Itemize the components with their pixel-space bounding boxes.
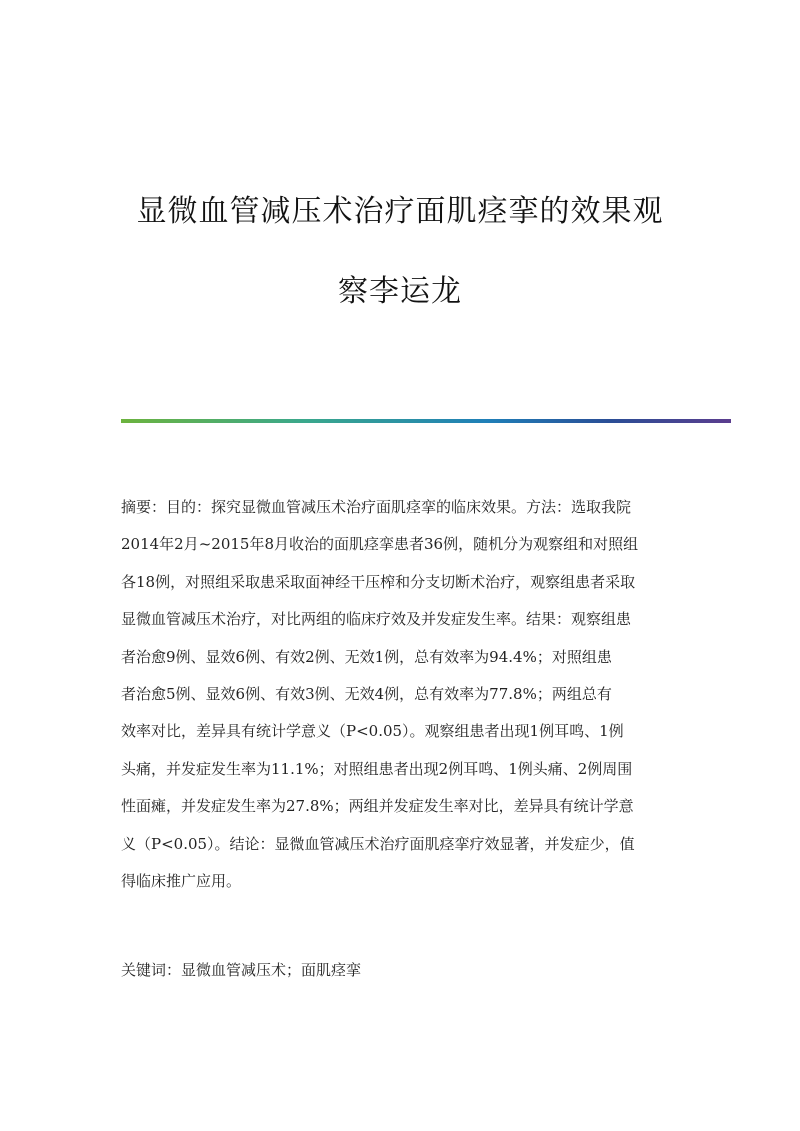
abstract-line: 得临床推广应用。 — [121, 871, 242, 890]
abstract-line: 2014年2月~2015年8月收治的面肌痉挛患者36例，随机分为观察组和对照组 — [121, 535, 639, 554]
abstract-line: 者治愈9例、显效6例、有效2例、无效1例，总有效率为94.4%；对照组患 — [121, 647, 612, 666]
abstract-line: 性面瘫，并发症发生率为27.8%；两组并发症发生率对比，差异具有统计学意 — [121, 797, 634, 816]
document-title-line-2: 察李运龙 — [338, 274, 462, 309]
gradient-divider — [121, 419, 731, 423]
abstract-line: 效率对比，差异具有统计学意义（P<0.05）。观察组患者出现1例耳鸣、1例 — [121, 722, 624, 741]
abstract-line: 义（P<0.05）。结论：显微血管减压术治疗面肌痉挛疗效显著，并发症少，值 — [121, 834, 635, 853]
document-title-line-1: 显微血管减压术治疗面肌痉挛的效果观 — [136, 194, 664, 229]
abstract-line: 摘要：目的：探究显微血管减压术治疗面肌痉挛的临床效果。方法：选取我院 — [121, 498, 632, 516]
abstract-line: 各18例，对照组采取患采取面神经干压榨和分支切断术治疗，观察组患者采取 — [121, 572, 636, 591]
abstract-line: 者治愈5例、显效6例、有效3例、无效4例，总有效率为77.8%；两组总有 — [121, 684, 612, 703]
abstract-paragraph — [121, 489, 666, 900]
keywords-line: 关键词：显微血管减压术；面肌痉挛 — [121, 961, 362, 979]
abstract-line: 显微血管减压术治疗，对比两组的临床疗效及并发症发生率。结果：观察组患 — [121, 610, 632, 629]
abstract-line: 头痛，并发症发生率为11.1%；对照组患者出现2例耳鸣、1例头痛、2例周围 — [121, 759, 633, 778]
